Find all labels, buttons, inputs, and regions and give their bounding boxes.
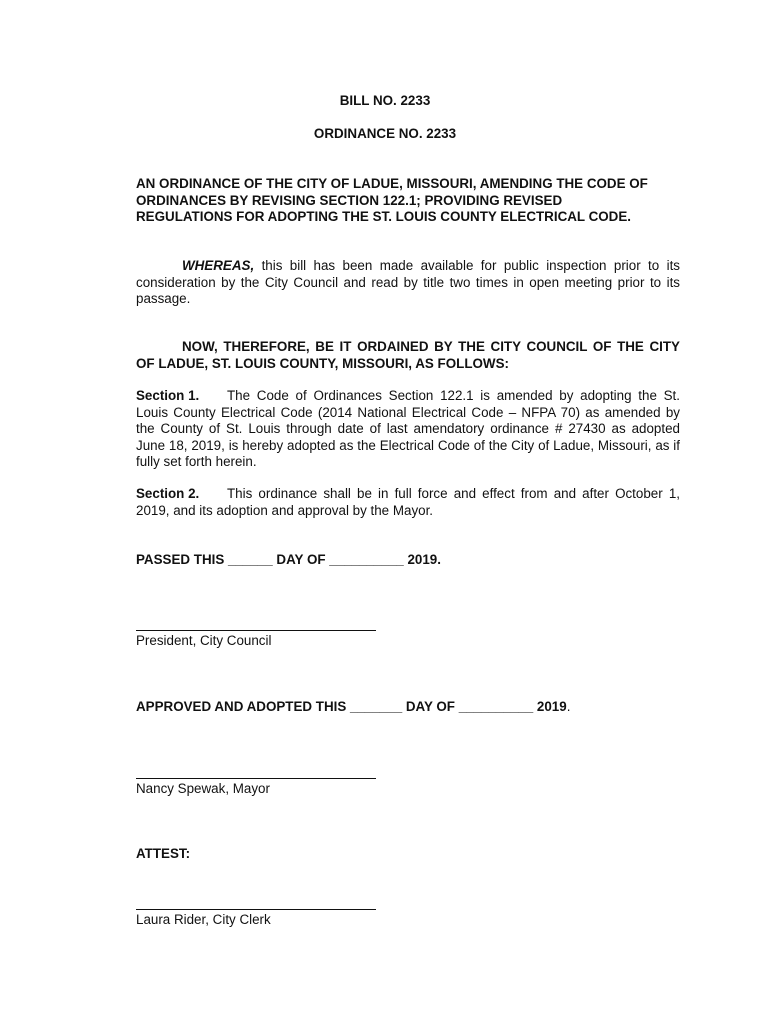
clerk-label: Laura Rider, City Clerk bbox=[136, 912, 271, 927]
section-2-text: This ordinance shall be in full force and effect from and after October 1, 2019, and its adoption and approval by the Mayor. bbox=[136, 486, 680, 518]
mayor-label: Nancy Spewak, Mayor bbox=[136, 781, 270, 796]
passed-line: PASSED THIS ______ DAY OF __________ 2019. bbox=[136, 552, 441, 567]
approved-line bbox=[136, 699, 680, 716]
whereas-text: this bill has been made available for public inspection prior to its consideration by the City Council and read by title two times in open meeting prior to its passage. bbox=[136, 258, 680, 306]
section-1 bbox=[136, 388, 680, 471]
ordinance-number: ORDINANCE NO. 2233 bbox=[313, 126, 457, 141]
section-2-label: Section 2. bbox=[136, 486, 200, 501]
ordinance-title bbox=[136, 176, 680, 226]
clerk-signature-line bbox=[136, 909, 376, 910]
whereas-paragraph bbox=[136, 258, 680, 308]
approved-period: . bbox=[566, 699, 571, 714]
attest-label: ATTEST: bbox=[136, 846, 191, 861]
title-line: AN ORDINANCE OF THE CITY OF LADUE, MISSOURI, AMENDING THE CODE OF bbox=[136, 176, 648, 191]
title-line: ORDINANCES BY REVISING SECTION 122.1; PROVIDING REVISED bbox=[136, 192, 563, 208]
approved-text: APPROVED AND ADOPTED THIS _______ DAY OF __________ 2019 bbox=[136, 699, 567, 714]
section-2 bbox=[136, 486, 680, 519]
ordained-paragraph bbox=[136, 339, 680, 372]
president-signature-line bbox=[136, 630, 376, 631]
bill-number: BILL NO. 2233 bbox=[339, 93, 431, 108]
section-1-text: The Code of Ordinances Section 122.1 is amended by adopting the St. Louis County Electrical Code (2014 National Electrical Code – NFPA 70) as amended by the County of St. Louis through date of last amendatory ordinance # 27430 as adopted June 18, 2019, is hereby adopted as the Electrical Code of the City of Ladue, Missouri, as if fully set forth herein. bbox=[136, 388, 680, 469]
section-1-label: Section 1. bbox=[136, 388, 200, 403]
title-line: REGULATIONS FOR ADOPTING THE ST. LOUIS COUNTY ELECTRICAL CODE. bbox=[136, 209, 631, 224]
president-label: President, City Council bbox=[136, 633, 272, 648]
mayor-signature-line bbox=[136, 778, 376, 779]
whereas-label: WHEREAS, bbox=[182, 258, 255, 273]
ordained-text: NOW, THEREFORE, BE IT ORDAINED BY THE CITY COUNCIL OF THE CITY OF LADUE, ST. LOUIS COUNTY, MISSOURI, AS FOLLOWS: bbox=[136, 339, 680, 371]
